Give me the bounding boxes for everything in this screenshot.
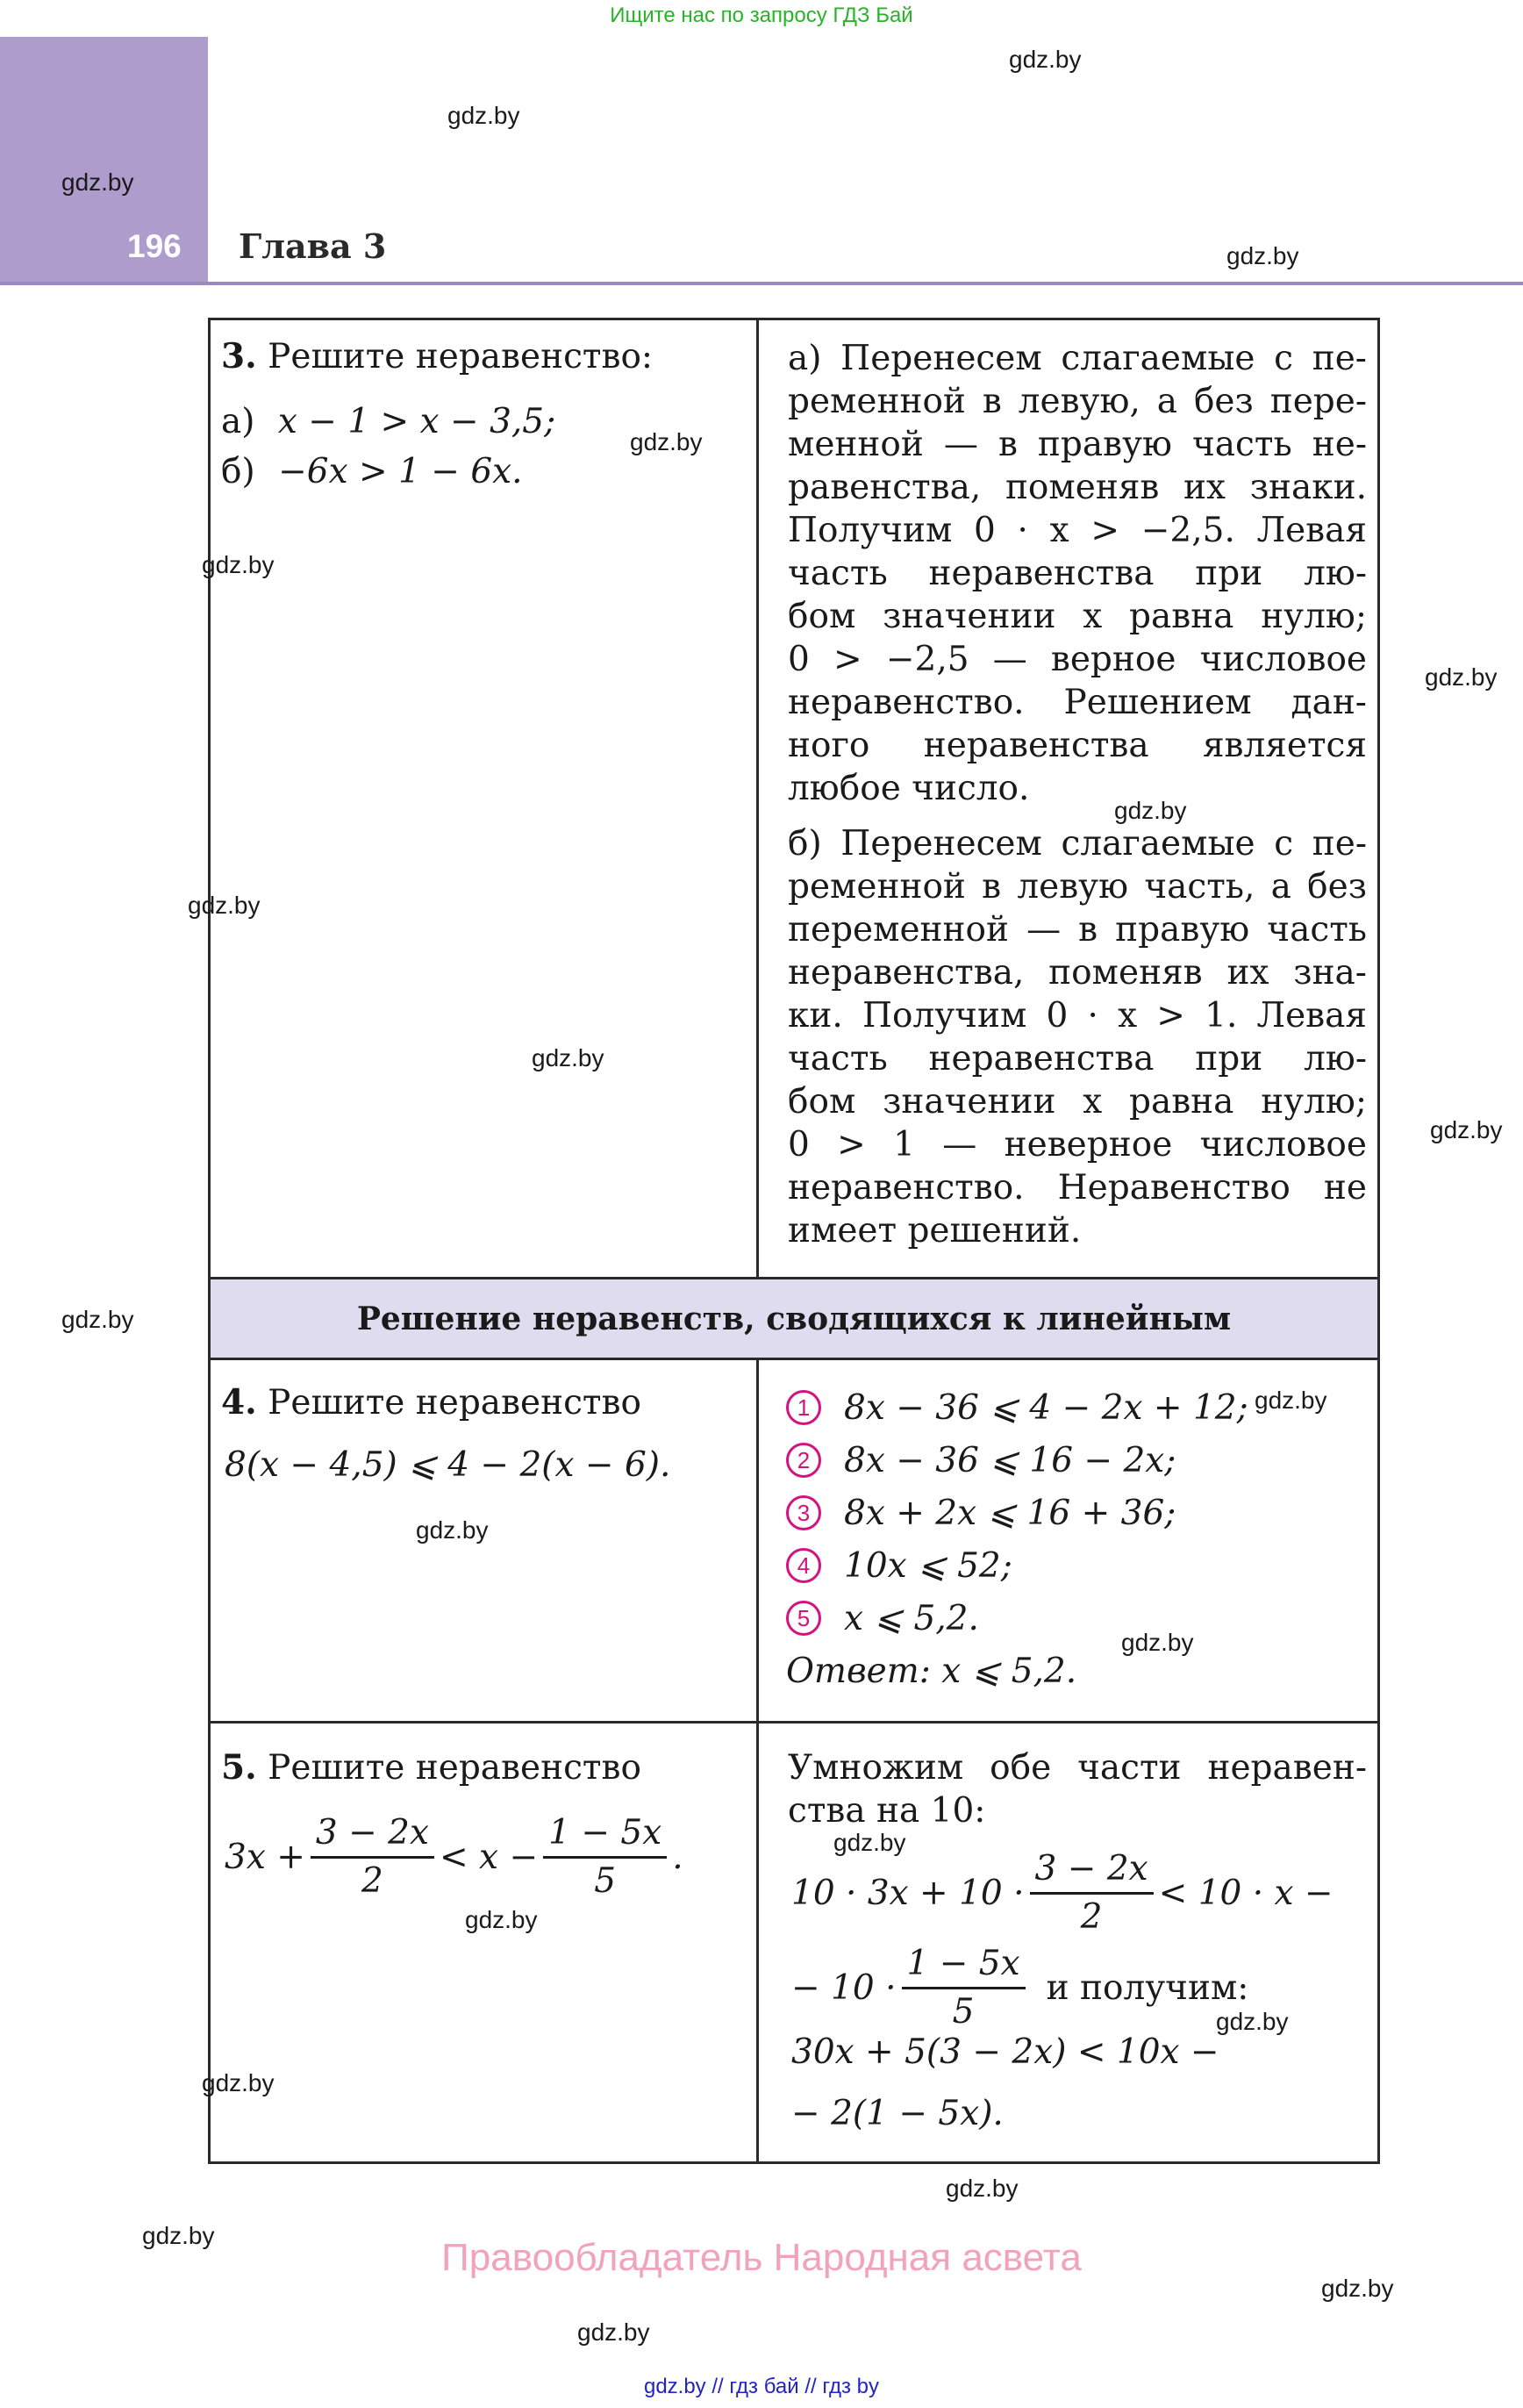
text-line: равенства, поменяв их знаки.: [788, 468, 1367, 507]
text-line: переменной — в правую часть: [788, 910, 1367, 950]
task5-equation-4: − 2(1 − 5x).: [791, 2094, 1004, 2133]
watermark: gdz.by: [1121, 1629, 1194, 1656]
copyright-notice: Правообладатель Народная асвета: [441, 2236, 1082, 2279]
text-line: ства на 10:: [788, 1791, 986, 1831]
expr-part: 10 · 3x + 10 ·: [791, 1874, 1025, 1913]
expr-part: − 10 ·: [791, 1968, 897, 2008]
denominator: 2: [1080, 1897, 1103, 1937]
task5-inequality: [225, 1810, 683, 1904]
text-line: неравенство. Неравенство не: [788, 1168, 1367, 1208]
text-line: б) Перенесем слагаемые с пе-: [788, 824, 1367, 864]
inequality: x − 1 > x − 3,5;: [277, 402, 556, 441]
text-fragment: Умножим обе части нераве: [788, 1748, 1333, 1788]
task-number: 4.: [221, 1382, 257, 1423]
text-line: ременной в левую, а без пере-: [788, 382, 1367, 421]
step-text: 10x ⩽ 52;: [844, 1545, 1012, 1586]
text-fragment: н-: [1332, 1748, 1367, 1788]
chapter-title: Глава 3: [239, 226, 387, 266]
watermark: gdz.by: [833, 1829, 906, 1856]
numerator: 3 − 2x: [311, 1810, 434, 1859]
solution-step: [786, 1539, 1248, 1592]
task-number: 3.: [221, 336, 257, 376]
denominator: 5: [952, 1992, 975, 2032]
text-line: часть неравенства при лю-: [788, 1039, 1367, 1079]
solution-step: [786, 1381, 1248, 1434]
step-marker: 5: [786, 1601, 821, 1636]
part-label: а): [221, 402, 255, 441]
watermark: gdz.by: [532, 1044, 604, 1071]
task-prompt: Решите неравенство:: [268, 337, 654, 376]
watermark: gdz.by: [946, 2175, 1019, 2202]
task3-solution-a: [788, 337, 1367, 810]
task3-part-b: [221, 450, 523, 493]
step-text: 8x − 36 ⩽ 4 − 2x + 12;: [844, 1387, 1248, 1428]
text-line: любое число.: [788, 769, 1030, 808]
section-title: Решение неравенств, сводящихся к линейным: [356, 1301, 1232, 1337]
row-divider: [208, 1358, 1380, 1360]
watermark: gdz.by: [188, 892, 261, 919]
text-line: ременной в левую часть, а без: [788, 867, 1367, 907]
expr-part: .: [672, 1838, 683, 1877]
numerator: 1 − 5x: [902, 1941, 1026, 1989]
watermark: gdz.by: [1009, 46, 1082, 73]
footer-links[interactable]: gdz.by // гдз бай // гдз by: [643, 2375, 880, 2398]
fraction: [543, 1810, 667, 1904]
step-marker: 2: [786, 1443, 821, 1478]
step-marker: 1: [786, 1390, 821, 1425]
watermark: gdz.by: [416, 1516, 489, 1544]
fraction: [311, 1810, 434, 1904]
expr-part: < x −: [439, 1838, 539, 1877]
column-divider: [756, 1358, 759, 2164]
text-line: 0 > −2,5 — верное числовое: [788, 640, 1367, 679]
watermark: gdz.by: [630, 428, 703, 455]
expr-part: < 10 · x −: [1158, 1874, 1334, 1913]
expr-part: 3x +: [225, 1838, 305, 1877]
task3-prompt: [221, 335, 653, 378]
task5-prompt: [221, 1746, 641, 1789]
answer-label: Ответ: [786, 1651, 919, 1691]
text-line: ного неравенства является: [788, 726, 1367, 765]
task4-prompt: [221, 1381, 641, 1424]
step-marker: 3: [786, 1495, 821, 1530]
task-prompt: Решите неравенство: [268, 1383, 641, 1423]
inequality: −6x > 1 − 6x.: [278, 452, 523, 491]
text-line: неравенства, поменяв их зна-: [788, 953, 1367, 993]
numerator: 1 − 5x: [543, 1810, 667, 1859]
solution-step: [786, 1487, 1248, 1539]
watermark: gdz.by: [142, 2222, 215, 2249]
task-prompt: Решите неравенство: [268, 1748, 641, 1788]
step-text: x ⩽ 5,2.: [844, 1598, 979, 1638]
fraction: [1030, 1846, 1154, 1940]
watermark: gdz.by: [1255, 1387, 1327, 1414]
watermark: gdz.by: [61, 1306, 134, 1333]
header-rule: [0, 282, 1523, 285]
watermark: gdz.by: [1216, 2008, 1289, 2035]
task-number: 5.: [221, 1747, 257, 1788]
answer-value: : x ⩽ 5,2.: [919, 1651, 1077, 1691]
text-line: [788, 1746, 1367, 1789]
watermark: gdz.by: [1114, 797, 1187, 824]
text-line: неравенство. Решением дан-: [788, 683, 1367, 722]
watermark: gdz.by: [202, 551, 275, 578]
watermark: gdz.by: [1321, 2275, 1394, 2302]
task5-equation-3: 30x + 5(3 − 2x) < 10x −: [791, 2032, 1219, 2072]
watermark: gdz.by: [465, 1906, 538, 1933]
top-banner: Ищите нас по запросу ГДЗ Бай: [610, 4, 913, 27]
text-line: имеет решений.: [788, 1211, 1082, 1251]
task5-equation-2: [791, 1941, 1248, 2035]
watermark: gdz.by: [1430, 1116, 1503, 1143]
watermark: gdz.by: [1425, 663, 1498, 691]
step-text: 8x + 2x ⩽ 16 + 36;: [844, 1493, 1176, 1533]
denominator: 2: [361, 1861, 383, 1901]
watermark: gdz.by: [61, 168, 134, 196]
text-line: а) Перенесем слагаемые с пе-: [788, 339, 1367, 378]
watermark: gdz.by: [1226, 242, 1299, 269]
task5-solution: [788, 1746, 1367, 1832]
watermark: gdz.by: [447, 102, 520, 129]
text-line: менной — в правую часть не-: [788, 425, 1367, 464]
page-number: 196: [127, 228, 182, 264]
solution-step: [786, 1434, 1248, 1487]
column-divider: [756, 318, 759, 1279]
denominator: 5: [594, 1861, 617, 1901]
part-label: б): [221, 452, 255, 491]
task3-solution-b: [788, 822, 1367, 1252]
text-line: Получим 0 · x > −2,5. Левая: [788, 511, 1367, 550]
text-line: 0 > 1 — неверное числовое: [788, 1125, 1367, 1165]
step-text: 8x − 36 ⩽ 16 − 2x;: [844, 1440, 1176, 1480]
expr-part: и получим:: [1046, 1968, 1249, 2008]
section-band: [211, 1279, 1377, 1358]
text-line: часть неравенства при лю-: [788, 554, 1367, 593]
task4-inequality: 8(x − 4,5) ⩽ 4 − 2(x − 6).: [225, 1445, 671, 1485]
text-line: ки. Получим 0 · x > 1. Левая: [788, 996, 1367, 1036]
fraction: [902, 1941, 1026, 2035]
step-marker: 4: [786, 1548, 821, 1583]
watermark: gdz.by: [202, 2069, 275, 2096]
watermark: gdz.by: [577, 2318, 650, 2346]
task3-part-a: [221, 400, 555, 443]
text-line: бом значении x равна нулю;: [788, 1082, 1367, 1122]
task5-equation-1: [791, 1846, 1334, 1940]
text-line: бом значении x равна нулю;: [788, 597, 1367, 636]
row-divider: [208, 1721, 1380, 1724]
numerator: 3 − 2x: [1030, 1846, 1154, 1895]
